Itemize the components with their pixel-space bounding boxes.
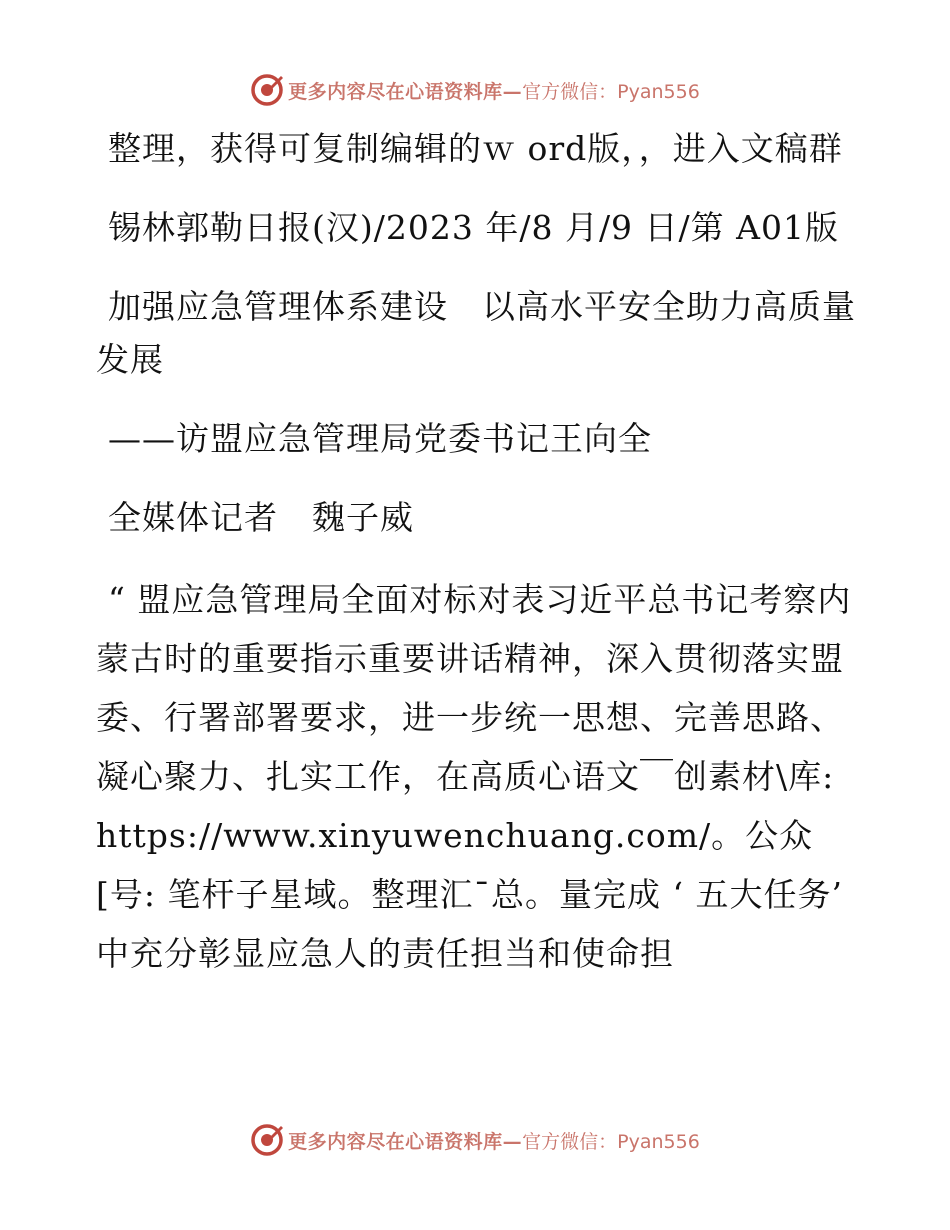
footer-wechat-text: 官方微信：Pyan556 [522, 1130, 700, 1153]
pen-circle-logo-icon [250, 73, 284, 107]
footer-promo-text: 更多内容尽在心语资料库— [288, 1130, 523, 1153]
pen-circle-logo-icon [250, 1123, 284, 1157]
source-line: 锡林郭勒日报(汉)/2023 年/8 月/9 日/第 A01版 [108, 208, 839, 247]
document-body [96, 122, 877, 983]
footer-banner [0, 1120, 950, 1160]
headline: 加强应急管理体系建设 以高水平安全助力高质量发展 [96, 287, 856, 379]
header-promo-text: 更多内容尽在心语资料库— [288, 80, 523, 103]
header-banner [0, 70, 950, 110]
header-wechat-text: 官方微信：Pyan556 [522, 80, 700, 103]
subheadline: ——访盟应急管理局党委书记王向全 [108, 419, 652, 458]
byline: 全媒体记者 魏子威 [108, 498, 414, 537]
intro-line: 整理，获得可复制编辑的ｗ ord版，，进入文稿群 [108, 129, 843, 168]
article-body-paragraph: “ 盟应急管理局全面对标对表习近平总书记考察内蒙古时的重要指示重要讲话精神，深入贯彻落实盟委、行署部署要求，进一步统一思想、完善思路、凝心聚力、扎实工作，在高质心语文￣创素材\库: https://www.xinyuwenchuang.com/。公众[号: 笔杆子星域。整理汇ˉ总。量完成 ‘ 五大任务’ 中充分彰显应急人的责任担当和使命担 [96, 580, 877, 973]
